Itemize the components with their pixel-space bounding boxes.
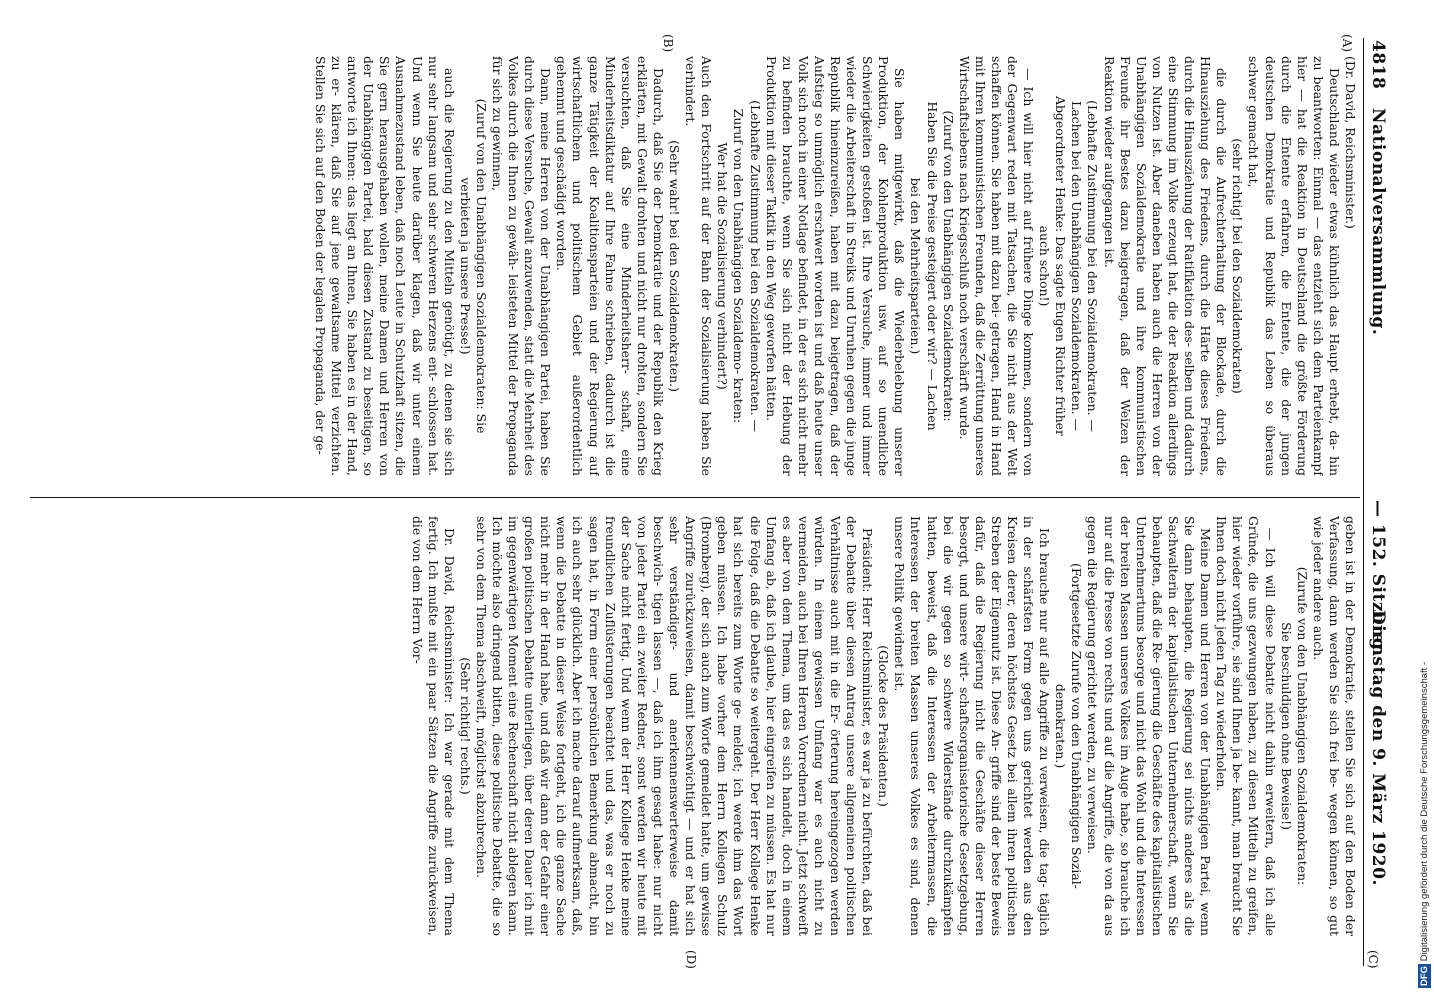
right-paragraph: (Sehr richtig! rechts.) <box>457 657 473 795</box>
right-text-column <box>28 516 1358 936</box>
digitization-note <box>1419 8 1430 988</box>
left-paragraph: (Lebhafte Zustimmung bei den Sozialdemokraten. — Lachen bei den Unabhängigen Sozialdemokraten. — Abgeordneter Henke: Das sagte Eugen Richter früher auch schon!) <box>1037 96 1101 436</box>
dfg-logo: DFG <box>1419 965 1430 986</box>
left-paragraph: (Lebhafte Zustimmung bei den Sozialdemokraten. — Zuruf von den Unabhängigen Sozialdemo- kraten: Wer hat die Sozialisierung verhindert?) <box>715 100 763 432</box>
right-paragraph: Dr. David, Reichsminister: Ich war gerade mit dem Thema fertig. Ich mußte mit ein paar Sätzen die Angriffe zurückweisen, die von dem Herrn Vor- <box>409 516 457 936</box>
left-text-column <box>28 56 1358 476</box>
right-paragraph: (Glocke des Präsidenten.) <box>876 645 892 807</box>
left-paragraph: Auch den Fortschritt auf der Bahn der Sozialisierung haben Sie verhindert. <box>683 56 715 476</box>
right-paragraph: Präsident: Herr Reichsminister, es war ja zu befürchten, daß bei der Debatte über diesen Antrag unsere allgemeinen politischen Verhältnisse auch mit in die Er- örterung hereingezogen werden würden. In einem gewissen Umfang war es auch nicht zu vermeiden, auch bei Ihren Herren Vorrednern nicht. Jetzt schweift es aber von dem Thema, um das es sich handelt, doch in einem Umfang ab, daß ich glaube, hier eingreifen zu müssen. Es hat nur die Folge, daß die Debatte so weitergeht. Der Herr Kollege Henke hat sich bereits zum Worte ge- meldet; ich werde ihm das Wort geben müssen. Ich habe vorher dem Herrn Kollegen Schulz (Bromberg), der sich auch zum Worte gemeldet hatte, um gewisse Angriffe zurückzuweisen, damit beschwichtigt — und er hat sich sehr verständiger- und anerkennenswerterweise damit beschwich- tigen lassen —, daß ich ihm gesagt habe: nur nicht von jeder Partei ein zweiter Redner, sonst werden wir heute mit der Sache nicht fertig. Und wenn der Herr Kollege Henke meine freundlichen Zuflüsterungen beachtet und das, was er noch zu sagen hat, in Form einer persönlichen Bemerkung abmacht, bin ich auch sehr glücklich. Aber ich mache darauf aufmerksam, daß, wenn die Debatte in dieser Weise fortgeht, ich die ganze Sache nicht mehr in der Hand habe, und daß wir dann der Gefahr einer großen politischen Debatte unterliegen, über deren Dauer ich mit im gegenwärtigen Moment eine Rechenschaft nicht ablegen kann. Ich möchte also dringend bitten, diese politische Debatte, die so sehr von dem Thema abschweift, möglichst abzubrechen. <box>473 516 876 936</box>
margin-mark-c: (C) <box>1366 950 1380 969</box>
left-paragraph: (Sehr wahr! bei den Sozialdemokraten.) <box>667 140 683 392</box>
digitization-text: Digitalisierung gefördert durch die Deutsche Forschungsgemeinschaft - <box>1419 661 1430 962</box>
right-paragraph: (Zurufe von den Unabhängigen Sozialdemokraten: Sie beschuldigen ohne Beweise!) <box>1278 566 1310 886</box>
left-paragraph: (sehr richtig! bei den Sozialdemokraten) <box>1230 138 1246 394</box>
left-paragraph: die durch die Aufrechterhaltung der Blockade, durch die Hinausziehung des Friedens, durch die Härte dieses Friedens, durch die Hinausziehung der Ratifikation des- selben und dadurch eine Stimmung im Volke erzeugt hat, die der Reaktion allerdings von Nutzen ist. Aber daneben haben auch die Herren von der Unabhängigen Sozialdemokratie und ihre kommunistischen Freunde ihr Bestes dazu beigetragen, daß der Weizen der Reaktion wieder aufgegangen ist. <box>1101 56 1230 476</box>
left-paragraph: Dann, meine Herren von der Unabhängigen Partei, haben Sie durch diese Versuche, Gewalt anzuwenden, statt die Mehrheit des Volkes durch die Ihnen zu gewäh- leisteten Mittel der Propaganda für sich zu gewinnen, <box>490 56 554 476</box>
left-paragraph: (Zuruf von den Unabhängigen Sozialdemokraten: Haben Sie die Preise gesteigert oder wir? — Lachen bei den Mehrheitsparteien.) <box>908 101 956 431</box>
column-divider <box>30 497 1360 498</box>
left-paragraph: Dadurch, daß Sie der Demokratie und der Republik den Krieg erklärten, mit Gewalt drohten und nicht nur drohten, sondern Sie versuchten, daß Sie eine Minderheitsherr- schaft, eine Minderheitsdiktatur auf Ihre Fahne schrieben, dadurch ist die ganze Tätigkeit der Koalitionsparteien und der Regierung auf wirtschaftlichem und politischem Gebiet außerordentlich gehemmt und geschädigt worden. <box>554 56 666 476</box>
margin-mark-a: (A) <box>1340 34 1354 53</box>
header-rule <box>1363 38 1364 966</box>
left-paragraph: (Dr. David, Reichsminister.) <box>1343 56 1358 229</box>
session-label: — 152. Sitzung. <box>1368 500 1388 657</box>
margin-mark-d: (D) <box>684 950 698 969</box>
page-header <box>1362 0 1388 1000</box>
session-date: Dienstag den 9. März 1920. <box>1368 610 1388 886</box>
assembly-title: Nationalversammlung. <box>1368 108 1388 336</box>
margin-mark-b: (B) <box>661 34 675 53</box>
left-paragraph: auch die Regierung zu den Mitteln genötigt, zu denen sie sich nur sehr langsam und sehr schweren Herzens ent- schlossen hat. Und wenn Sie heute darüber klagen, daß wir unter einem Ausnahmezustand leben, daß noch Leute in Schutzhaft sitzen, die Sie gern herausgehaben wollen, meine Damen und Herren von der Unabhängigen Partei, bald diesen Zustand zu beseitigen, so antworte ich Ihnen: das liegt an Ihnen, Sie haben es in der Hand, zu er- klären, daß Sie auf jene gewaltsame Mittel verzichten. Stellen Sie sich auf den Boden der legalen Propaganda, der ge- <box>313 56 457 476</box>
left-paragraph: Sie haben mitgewirkt, daß die Wiederbelebung unserer Produktion, der Kohlenproduktion usw. auf so unendliche Schwierigkeiten gestoßen ist. Ihre Versuche, immer und immer wieder die Arbeiterschaft in Streiks und Unruhen gegen die junge Republik hineinzureißen, haben mit dazu beigetragen, daß der Aufstieg so unmöglich erschwert worden ist und daß heute unser Volk sich noch in einer Notlage befindet, in der es sich nicht mehr zu befinden brauchte, wenn Sie sich nicht der Hebung der Produktion mit dieser Taktik in den Weg geworfen hätten. <box>763 56 908 476</box>
right-paragraph: Ich brauche nur auf alle Angriffe zu verweisen, die tag- täglich in der schärfsten Form gegen uns gerichtet werden aus den Kreisen derer, deren höchstes Gesetz bei allem ihren politischen Streben der Eigennutz ist. Diese An- griffe sind der beste Beweis dafür, daß die Regierung nicht die Geschäfte dieser Herren besorgt, und unsere wirt- schaftsorganisatorische Gesetzgebung, bei die wir gegen so schwere Widerstände durchzukämpfen hatten, beweist, daß die Interessen der Arbeitermassen, die Interessen der breiten Massen unseres Volkes es sind, denen unsere Politik gewidmet ist. <box>892 516 1053 936</box>
right-paragraph: Meine Damen und Herren von der Unabhängigen Partei, wenn Sie dann behaupten, die Regierung sei nichts anderes als die Sachwalterin der kapitalistischen Unternehmerschaft, wenn Sie behaupten, daß die Re- gierung die Geschäfte des kapitalistischen Unternehmertums besorge und nicht das Wohl und die Interessen der breiten Massen unseres Volkes im Auge habe, so brauche ich nur auf die Presse von rechts und auf die Angriffe, die von da aus gegen die Regierung gerichtet werden, zu verweisen. <box>1085 516 1214 936</box>
right-paragraph: — Ich will diese Debatte nicht dahin erweitern, daß ich alle Gründe, die uns gezwungen haben, zu diesen Mitteln zu greifen, hier wieder vorführe, sie sind Ihnen ja be- kannt, man braucht Sie Ihnen doch nicht jeden Tag zu wiederholen. <box>1214 516 1278 936</box>
left-paragraph: (Zuruf von den Unabhängigen Sozialdemokraten: Sie verbieten ja unsere Presse!) <box>457 98 489 434</box>
right-paragraph: geben ist in der Demokratie, stellen Sie sich auf den Boden der Verfassung, dann werden Sie sich frei be- wegen können, so gut wie jeder andere auch. <box>1310 516 1358 936</box>
page-number: 4818 <box>1368 40 1388 90</box>
left-paragraph: — Ich will hier nicht auf frühere Dinge kommen, sondern von der Gegenwart reden mit Tatsachen, die Sie nicht aus der Welt schaffen können. Sie haben mit dazu bei- getragen, Hand in Hand mit Ihren kommunistischen Freunden, daß die Zerrüttung unseres Wirtschaftslebens nach Kriegsschluß noch verschärft wurde. <box>956 56 1037 476</box>
left-paragraph: Deutschland wieder etwas kühnlich das Haupt erhebt, da- hin zu beantworten: Einmal — das entzieht sich dem Parteienkampf hier — hat die Reaktion in Deutschland die größte Förderung durch die Entente erfahren, die Entente, die der jungen deutschen Demokratie und Republik das Leben so überaus schwer gemacht hat, <box>1246 56 1342 476</box>
right-paragraph: (Fortgesetzte Zurufe von den Unabhängigen Sozial- demokraten.) <box>1053 563 1085 889</box>
